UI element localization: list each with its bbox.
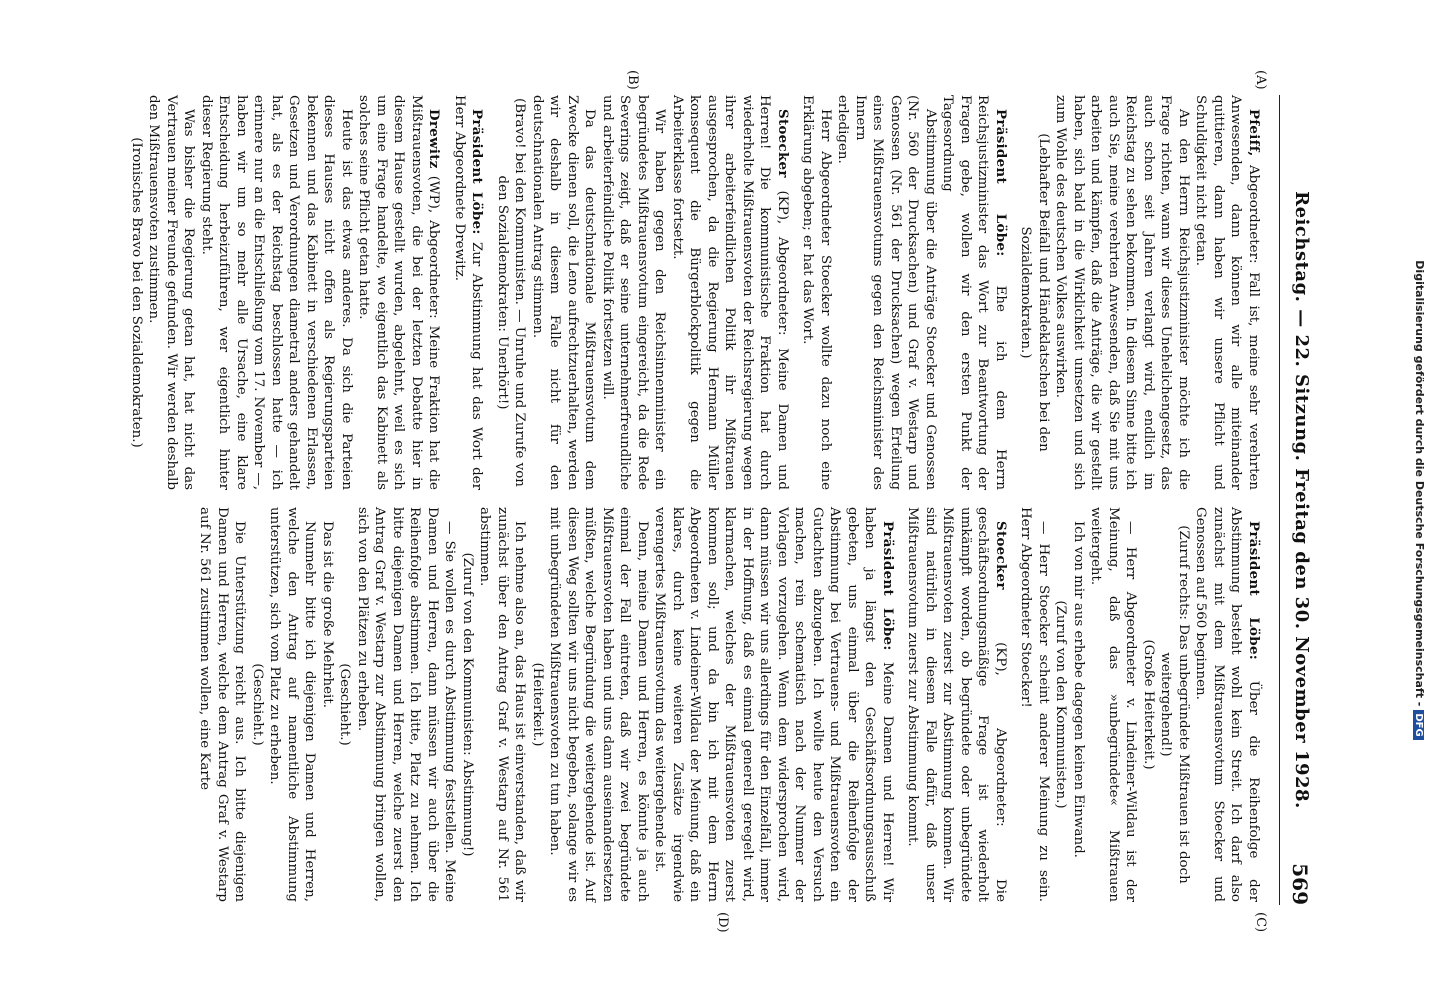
paragraph	[1052, 95, 1192, 490]
paragraph-text: — Herr Abgeordneter v. Lindeiner-Wildau ist der Meinung, daß das »unbegründete« Mißtrauen weitergeht.	[1088, 507, 1139, 902]
interjection: (Große Heiterkeit.)	[1141, 639, 1156, 770]
paragraph-text: Die Unterstützung reicht aus. Ich bitte diejenigen Damen und Herren, welche dem Antrag Graf v. Westarp auf Nr. 561 zustimmen wollen, eine Karte	[197, 507, 248, 902]
paragraph-text: — Herr Stoecker scheint anderer Meinung zu sein. Herr Abgeordneter Stoecker!	[1018, 507, 1051, 902]
paragraph	[1017, 507, 1052, 902]
paragraph-text: Herr Abgeordneter Stoecker wollte dazu noch eine Erklärung abgeben; er hat das Wort.	[800, 95, 833, 490]
speech-paragraph	[939, 95, 1009, 490]
paragraph	[799, 95, 834, 490]
paragraph-text: Zur Abstimmung hat das Wort der Herr Abgeordnete Drewitz.	[452, 95, 485, 490]
paragraph-text: Das ist die große Mehrheit.	[320, 521, 335, 708]
speech-paragraph	[651, 507, 896, 902]
paragraph-text: Da das deutschnationale Mißtrauensvotum dem Zwecke dienen soll, die Leno aufrechtzuerhalten, werden wir deshalb in diesem Falle nicht für den deutschnationalen Antrag stimmen.	[530, 95, 598, 490]
left-column	[128, 95, 1271, 490]
paragraph	[599, 95, 669, 490]
interjection: (Zuruf von den Kommunisten: Abstimmung!)	[460, 552, 475, 857]
paragraph	[1087, 507, 1140, 902]
paragraph	[852, 95, 940, 490]
speech-paragraph	[904, 507, 1009, 902]
paragraph-text: An den Herrn Reichsjustizminister möchte ich die Frage richten, wann wir dieses Unehelichengesetz, das auch schon seit Jahren verlangt wird, endlich im Reichstag zu sehen bekommen. In diesem Sinne bitte ich auch Sie, meine verehrten Anwesenden, daß Sie mit uns arbeiten und kämpfen, daß die Anträge, die wir gestellt haben, sich bald in die Wirklichkeit umsetzen und sich zum Wohle des deutschen Volkes auswirken.	[1053, 95, 1191, 490]
paragraph-text: Nunmehr bitte ich diejenigen Damen und Herren, welche den Antrag auf namentliche Abstimmung unterstützen, sich vom Platz zu erheben.	[267, 507, 318, 902]
speaker-name: Drewitz	[426, 109, 443, 169]
interjection: (Zuruf rechts: Das unbegründete Mißtrauen ist doch weitergehend!)	[1158, 525, 1191, 884]
speaker-name: Präsident Löbe:	[993, 109, 1009, 257]
header-rule	[1279, 95, 1280, 905]
paragraph	[319, 507, 337, 902]
paragraph-text: Fall ist, meine sehr verehrten Anwesenden, dann können wir alle miteinander quittieren, dann haben wir unsere Pflicht und Schuldigkeit nicht getan.	[1193, 95, 1261, 490]
speech-paragraph	[355, 95, 443, 490]
paragraph-text: — Sie wollen es durch Abstimmung feststellen. Meine Damen und Herren, dann müssen wir auch über die Reihenfolge abstimmen. Ich bitte, Platz zu nehmen. Ich bitte diejenigen Damen und Herren, welche zuerst den Antrag Graf v. Westarp zur Abstimmung bringen wollen, sich von den Plätzen zu erheben.	[355, 507, 458, 902]
speaker-name: Stoecker	[775, 109, 791, 178]
speaker-name: Pfeiff,	[1246, 109, 1262, 157]
paragraph: erledigen.	[835, 95, 851, 164]
paragraph	[1070, 507, 1088, 902]
speech-paragraph	[669, 95, 792, 490]
dfg-logo: DFG	[1413, 710, 1424, 739]
paragraph-text: Denn, meine Damen und Herren, es könnte ja auch einmal der Fall eintreten, daß wir zwei begründete Mißtrauensvoten haben und uns dann auseinandersetzen müßten, welche Begründung die weitergehende ist. Auf diesen Weg sollten wir uns nicht begeben, solange wir es mit unbegründeten Mißtrauensvoten zu tun haben.	[547, 507, 650, 902]
speaker-role: Abgeordneter:	[1246, 164, 1261, 264]
footer-strip	[1400, 0, 1434, 1000]
paragraph	[266, 507, 319, 902]
paragraph	[354, 507, 459, 902]
paragraph-text: Ich nehme also an, das Haus ist einverstanden, daß wir zunächst über den Antrag Graf v. Westarp auf Nr. 561 abstimmen.	[477, 507, 528, 902]
running-head: Reichstag. — 22. Sitzung. Freitag den 30. November 1928.	[1291, 191, 1312, 809]
paragraph-text: Ehe ich dem Herrn Reichsjustizminister das Wort zur Beantwortung der Fragen gebe, wollen wir den ersten Punkt der Tagesordnung	[940, 95, 1008, 490]
paragraph-text: Ich von mir aus erhebe dagegen keinen Einwand.	[1071, 521, 1086, 858]
interjection: (Lebhafter Beifall und Händeklatschen bei den Sozialdemokraten.)	[1018, 133, 1051, 452]
page-header	[1278, 95, 1318, 905]
speech-paragraph	[1192, 95, 1262, 490]
speaker-role: (KP), Abgeordneter:	[775, 190, 790, 336]
paragraph-text: Über die Reihenfolge der Abstimmung besteht wohl kein Streit. Ich darf also zunächst mit dem Mißtrauensvotum Stoecker und Genossen auf 560 beginnen.	[1193, 507, 1261, 902]
speaker-role: (WP), Abgeordneter:	[426, 175, 442, 319]
paragraph-text: Heute ist das etwas anderes. Da sich die Parteien dieses Hauses nicht offen als Regierungsparteien bekennen und das Kabinett in verschiedenen Erlassen, Gesetzen und Verordnungen diametral anders gehandelt hat, als es der Reichstag beschlossen hatte — ich erinnere nur an die Entschließung vom 17. November —, haben wir um so mehr alle Ursache, eine klare Entscheidung herbeizuführen, wer eigentlich hinter dieser Regierung steht.	[199, 95, 354, 490]
paragraph	[198, 95, 356, 490]
interjection: (Geschieht.)	[250, 663, 265, 746]
margin-marker-c: (C)	[1253, 912, 1268, 933]
speech-paragraph	[451, 95, 486, 490]
paragraph-text: Meine Fraktion hat die Mißtrauensvoten, die bei der letzten Debatte hier in diesem Hause gestellt wurden, abgelehnt, weil es sich um eine Frage handelte, wo eigentlich das Kabinett als solches seine Pflicht getan hatte.	[356, 95, 442, 490]
paragraph	[546, 507, 651, 902]
paragraph-text: Was bisher die Regierung getan hat, hat nicht das Vertrauen meiner Freunde gefunden. Wir werden deshalb den Mißtrauensvoten zustimmen.	[146, 95, 197, 490]
interjection: (Bravo! bei den Kommunisten. — Unruhe und Zurufe von den Sozialdemokraten: Unerhört!)	[495, 98, 528, 487]
page-number: 569	[1288, 863, 1312, 905]
paragraph	[476, 507, 529, 902]
interjection: (Zuruf von den Kommunisten.)	[1053, 600, 1069, 809]
margin-marker-d: (D)	[715, 912, 730, 933]
digitization-note	[1413, 160, 1426, 840]
digitization-text: Digitalisierung gefördert durch die Deutsche Forschungsgemeinschaft -	[1413, 260, 1426, 707]
paragraph	[529, 95, 599, 490]
speaker-name: Präsident Löbe:	[469, 109, 486, 235]
speaker-name: Präsident Löbe:	[880, 521, 896, 651]
interjection: (Geschieht.)	[337, 663, 353, 746]
paragraph-text: Wir haben gegen den Reichsinnenminister ein begründetes Mißtrauensvotum eingereicht, da die Rede Severings zeigt, daß er seine unternehmerfreundliche und arbeiterfeindliche Politik fortsetzen will.	[600, 95, 668, 490]
paragraph-text: Meine Damen und Herren! Die kommunistische Fraktion hat durch wiederholte Mißtrauensvoten der Reichsregierung wegen ihrer arbeiterfeindlichen Politik ihr Mißtrauen ausgesprochen, da die Regierung Hermann Müller konsequent die Bürgerblockpolitik gegen die Arbeiterklasse fortsetzt.	[670, 95, 790, 490]
speaker-name: Stoecker	[993, 521, 1009, 590]
paragraph-text: Die geschäftsordnungsmäßige Frage ist wiederholt umkämpft worden, ob begründete oder unbegründete Mißtrauensvoten zuerst zur Abstimmung kommen. Wir sind natürlich in diesem Falle dafür, daß unser Mißtrauensvotum zuerst zur Abstimmung kommt.	[905, 507, 1008, 902]
paragraph	[196, 507, 249, 902]
speaker-role: (KP), Abgeordneter:	[993, 642, 1008, 827]
right-column	[196, 507, 1270, 902]
speech-paragraph	[1192, 507, 1262, 902]
speaker-name: Präsident Löbe:	[1246, 521, 1262, 661]
paragraph-text: Meine Damen und Herren! Wir haben ja längst den Geschäftsordnungsausschuß gebeten, uns einmal über die Reihenfolge der Abstimmung bei Vertrauens- und Mißtrauensvoten ein Gutachten abzugeben. Ich wollte heute den Versuch machen, rein schematisch nach der Nummer der Vorlagen vorzugehen. Wenn dem widersprochen wird, dann müssen wir uns allerdings für den Einzelfall, immer in der Hoffnung, daß es einmal generell geregelt wird, klarmachen, welches der Mißtrauensvoten zuerst kommen soll; und da bin ich mit dem Herrn Abgeordneten v. Lindeiner-Wildau der Meinung, daß ein klares, durch keine weiteren Zusätze irgendwie verengertes Mißtrauensvotum das weitergehende ist.	[652, 507, 895, 902]
interjection: (Ironisches Bravo bei den Sozialdemokraten.)	[129, 137, 144, 448]
margin-marker-a: (A)	[1253, 70, 1268, 90]
interjection: (Heiterkeit.)	[530, 662, 545, 747]
paragraph	[145, 95, 198, 490]
margin-marker-b: (B)	[625, 70, 640, 90]
paragraph-text: Abstimmung über die Anträge Stoecker und Genossen (Nr. 560 der Drucksachen) und Graf v. Westarp und Genossen (Nr. 561 der Drucksachen) wegen Erteilung eines Mißtrauensvotums gegen den Reichsminister des Innern	[853, 95, 938, 490]
